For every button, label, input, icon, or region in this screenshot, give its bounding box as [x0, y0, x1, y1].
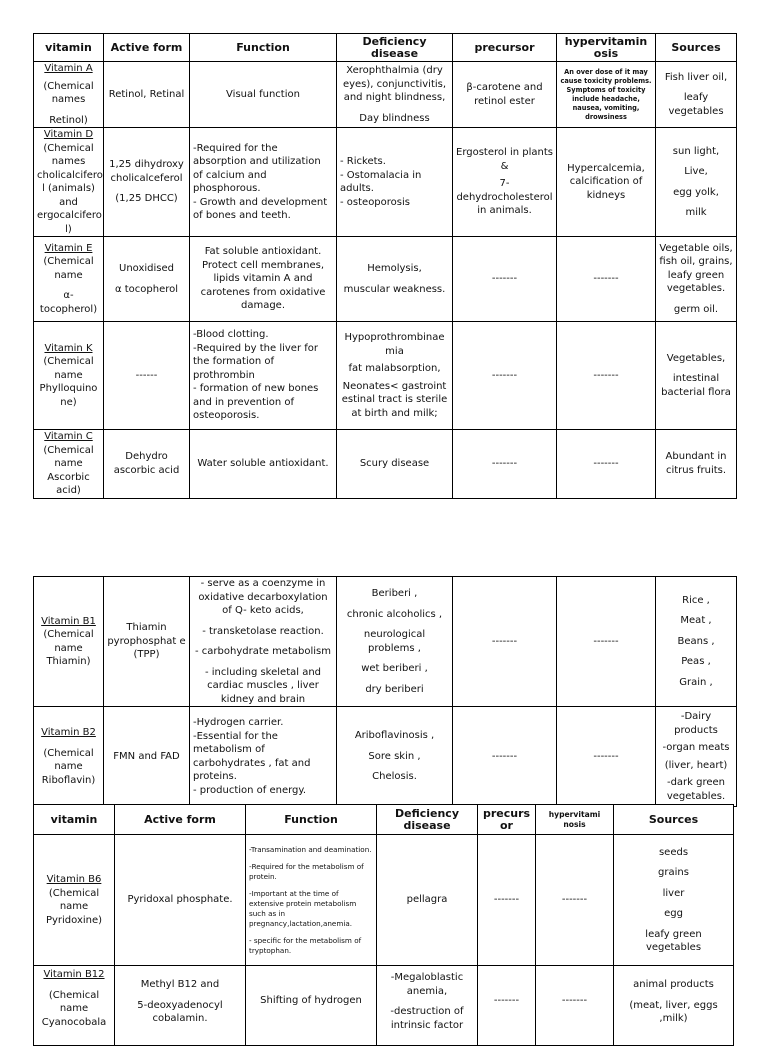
- table-row: [34, 430, 737, 499]
- hypervitaminosis-cell: -------: [557, 430, 656, 499]
- vitamin-chem-name: (Chemical name Pyridoxine): [45, 887, 103, 926]
- active-form-cell: ------: [104, 322, 190, 430]
- sources-cell: sun light, Live, egg yolk, milk: [656, 128, 737, 237]
- header-vitamin: vitamin: [34, 34, 104, 62]
- table-row: [34, 237, 737, 322]
- vitamin-name: Vitamin B2: [41, 727, 96, 738]
- function-cell: -Hydrogen carrier. -Essential for the metabolism of carbohydrates , fat and proteins. - production of energy.: [190, 707, 337, 807]
- vitamin-name: Vitamin B12: [43, 969, 105, 980]
- vitamin-chem-name: (Chemical name Cyanocobala: [41, 989, 107, 1028]
- active-form-cell: Thiamin pyrophosphat e (TPP): [104, 577, 190, 707]
- sources-cell: seeds grains liver egg leafy green vegetables: [614, 835, 734, 966]
- deficiency-cell: Ariboflavinosis , Sore skin , Chelosis.: [337, 707, 453, 807]
- active-form-cell: FMN and FAD: [104, 707, 190, 807]
- active-form-cell: Unoxidised α tocopherol: [104, 237, 190, 322]
- header-sources: Sources: [614, 805, 734, 835]
- vitamin-name: Vitamin B6: [46, 874, 102, 885]
- header-function: Function: [246, 805, 377, 835]
- table-row: [34, 835, 734, 966]
- precursor-cell: β-carotene and retinol ester: [453, 62, 557, 128]
- vitamin-table-b6-b12: [33, 804, 734, 1046]
- header-hypervitaminosis: hypervitamin osis: [557, 34, 656, 62]
- header-active-form: Active form: [104, 34, 190, 62]
- vitamin-cell: [34, 62, 104, 128]
- hypervitaminosis-cell: -------: [557, 707, 656, 807]
- vitamin-cell: [34, 237, 104, 322]
- header-row: [34, 805, 734, 835]
- active-form-cell: Retinol, Retinal: [104, 62, 190, 128]
- sources-cell: Abundant in citrus fruits.: [656, 430, 737, 499]
- deficiency-cell: -Megaloblastic anemia, -destruction of intrinsic factor: [377, 966, 478, 1046]
- active-form-cell: 1,25 dihydroxy cholicalceferol (1,25 DHCC): [104, 128, 190, 237]
- function-cell: Water soluble antioxidant.: [190, 430, 337, 499]
- table-row: [34, 707, 737, 807]
- header-precursor: precurs or: [478, 805, 536, 835]
- active-form-cell: Methyl B12 and 5-deoxyadenocyl cobalamin.: [115, 966, 246, 1046]
- vitamin-chem-name: (Chemical names: [43, 80, 94, 105]
- deficiency-cell: - Rickets. - Ostomalacia in adults. - osteoporosis: [337, 128, 453, 237]
- function-cell: -Blood clotting. -Required by the liver for the formation of prothrombin - formation of new bones and in prevention of osteoporosis.: [190, 322, 337, 430]
- deficiency-cell: pellagra: [377, 835, 478, 966]
- header-active-form: Active form: [115, 805, 246, 835]
- header-row: [34, 34, 737, 62]
- header-function: Function: [190, 34, 337, 62]
- vitamin-chem-name: (Chemical name Thiamin): [43, 629, 94, 667]
- vitamin-chem-name: Retinol): [49, 114, 88, 126]
- active-form-cell: Pyridoxal phosphate.: [115, 835, 246, 966]
- vitamin-cell: [34, 430, 104, 499]
- vitamin-chem-name: (Chemical name Ascorbic acid): [43, 444, 94, 496]
- function-cell: Fat soluble antioxidant. Protect cell membranes, lipids vitamin A and carotenes from oxidative damage.: [190, 237, 337, 322]
- function-cell: Visual function: [190, 62, 337, 128]
- vitamin-chem-name: (Chemical name Riboflavin): [41, 747, 96, 786]
- vitamin-cell: [34, 707, 104, 807]
- vitamin-table-b-group: [33, 576, 737, 807]
- vitamin-table-fat-soluble: [33, 33, 737, 499]
- vitamin-cell: [34, 322, 104, 430]
- precursor-cell: -------: [453, 430, 557, 499]
- precursor-cell: -------: [453, 577, 557, 707]
- vitamin-cell: [34, 577, 104, 707]
- vitamin-cell: [34, 966, 115, 1046]
- table-row: [34, 966, 734, 1046]
- header-deficiency: Deficiency disease: [337, 34, 453, 62]
- vitamin-cell: [34, 128, 104, 237]
- header-deficiency: Deficiency disease: [377, 805, 478, 835]
- precursor-cell: -------: [453, 237, 557, 322]
- hypervitaminosis-cell: -------: [557, 322, 656, 430]
- precursor-cell: -------: [478, 966, 536, 1046]
- vitamin-cell: [34, 835, 115, 966]
- vitamin-name: Vitamin A: [44, 63, 93, 74]
- vitamin-name: Vitamin K: [44, 342, 93, 354]
- vitamin-name: Vitamin C: [44, 431, 93, 442]
- header-hypervitaminosis: hypervitami nosis: [536, 805, 614, 835]
- precursor-cell: -------: [478, 835, 536, 966]
- hypervitaminosis-cell: Hypercalcemia, calcification of kidneys: [557, 128, 656, 237]
- vitamin-name: Vitamin E: [44, 242, 93, 254]
- function-cell: -Required for the absorption and utilization of calcium and phosphorous. - Growth and development of bones and teeth.: [190, 128, 337, 237]
- header-vitamin: vitamin: [34, 805, 115, 835]
- vitamin-chem-name: (Chemical name: [43, 256, 94, 281]
- sources-cell: Vegetables, intestinal bacterial flora: [656, 322, 737, 430]
- function-cell: Shifting of hydrogen: [246, 966, 377, 1046]
- hypervitaminosis-cell: -------: [536, 835, 614, 966]
- header-sources: Sources: [656, 34, 737, 62]
- deficiency-cell: Beriberi , chronic alcoholics , neurological problems , wet beriberi , dry beriberi: [337, 577, 453, 707]
- vitamin-name: Vitamin D: [43, 129, 94, 140]
- vitamin-chem-name: (Chemical names cholicalcifero l (animals) and ergocalcifero l): [37, 142, 103, 235]
- table-row: [34, 128, 737, 237]
- sources-cell: Fish liver oil, leafy vegetables: [656, 62, 737, 128]
- function-cell: -Transamination and deamination. -Required for the metabolism of protein. -Important at the time of extensive protein metabolism such as in pregnancy,lactation,anemia. - specific for the metabolism of tryptophan.: [246, 835, 377, 966]
- sources-cell: Rice , Meat , Beans , Peas , Grain ,: [656, 577, 737, 707]
- vitamin-chem-name: α-tocopherol): [39, 290, 98, 315]
- precursor-cell: Ergosterol in plants & 7-dehydrocholesterol in animals.: [453, 128, 557, 237]
- sources-cell: -Dairy products -organ meats (liver, heart) -dark green vegetables.: [656, 707, 737, 807]
- sources-cell: Vegetable oils, fish oil, grains, leafy green vegetables. germ oil.: [656, 237, 737, 322]
- table-row: [34, 322, 737, 430]
- function-cell: - serve as a coenzyme in oxidative decarboxylation of Q- keto acids, - transketolase reaction. - carbohydrate metabolism - including skeletal and cardiac muscles , liver kidney and brain: [190, 577, 337, 707]
- active-form-cell: Dehydro ascorbic acid: [104, 430, 190, 499]
- table-row: [34, 62, 737, 128]
- hypervitaminosis-cell: -------: [557, 577, 656, 707]
- deficiency-cell: Xerophthalmia (dry eyes), conjunctivitis, and night blindness, Day blindness: [337, 62, 453, 128]
- deficiency-cell: Hemolysis, muscular weakness.: [337, 237, 453, 322]
- hypervitaminosis-cell: -------: [557, 237, 656, 322]
- precursor-cell: -------: [453, 322, 557, 430]
- vitamin-chem-name: (Chemical name Phylloquino ne): [39, 356, 98, 408]
- precursor-cell: -------: [453, 707, 557, 807]
- deficiency-cell: Hypoprothrombinae mia fat malabsorption, Neonates< gastroint estinal tract is sterile at birth and milk;: [337, 322, 453, 430]
- hypervitaminosis-cell: -------: [536, 966, 614, 1046]
- header-precursor: precursor: [453, 34, 557, 62]
- deficiency-cell: Scury disease: [337, 430, 453, 499]
- hypervitaminosis-cell: An over dose of it may cause toxicity problems. Symptoms of toxicity include headache, nausea, vomiting, drowsiness: [557, 62, 656, 128]
- table-row: [34, 577, 737, 707]
- vitamin-name: Vitamin B1: [41, 615, 96, 627]
- sources-cell: animal products (meat, liver, eggs ,milk): [614, 966, 734, 1046]
